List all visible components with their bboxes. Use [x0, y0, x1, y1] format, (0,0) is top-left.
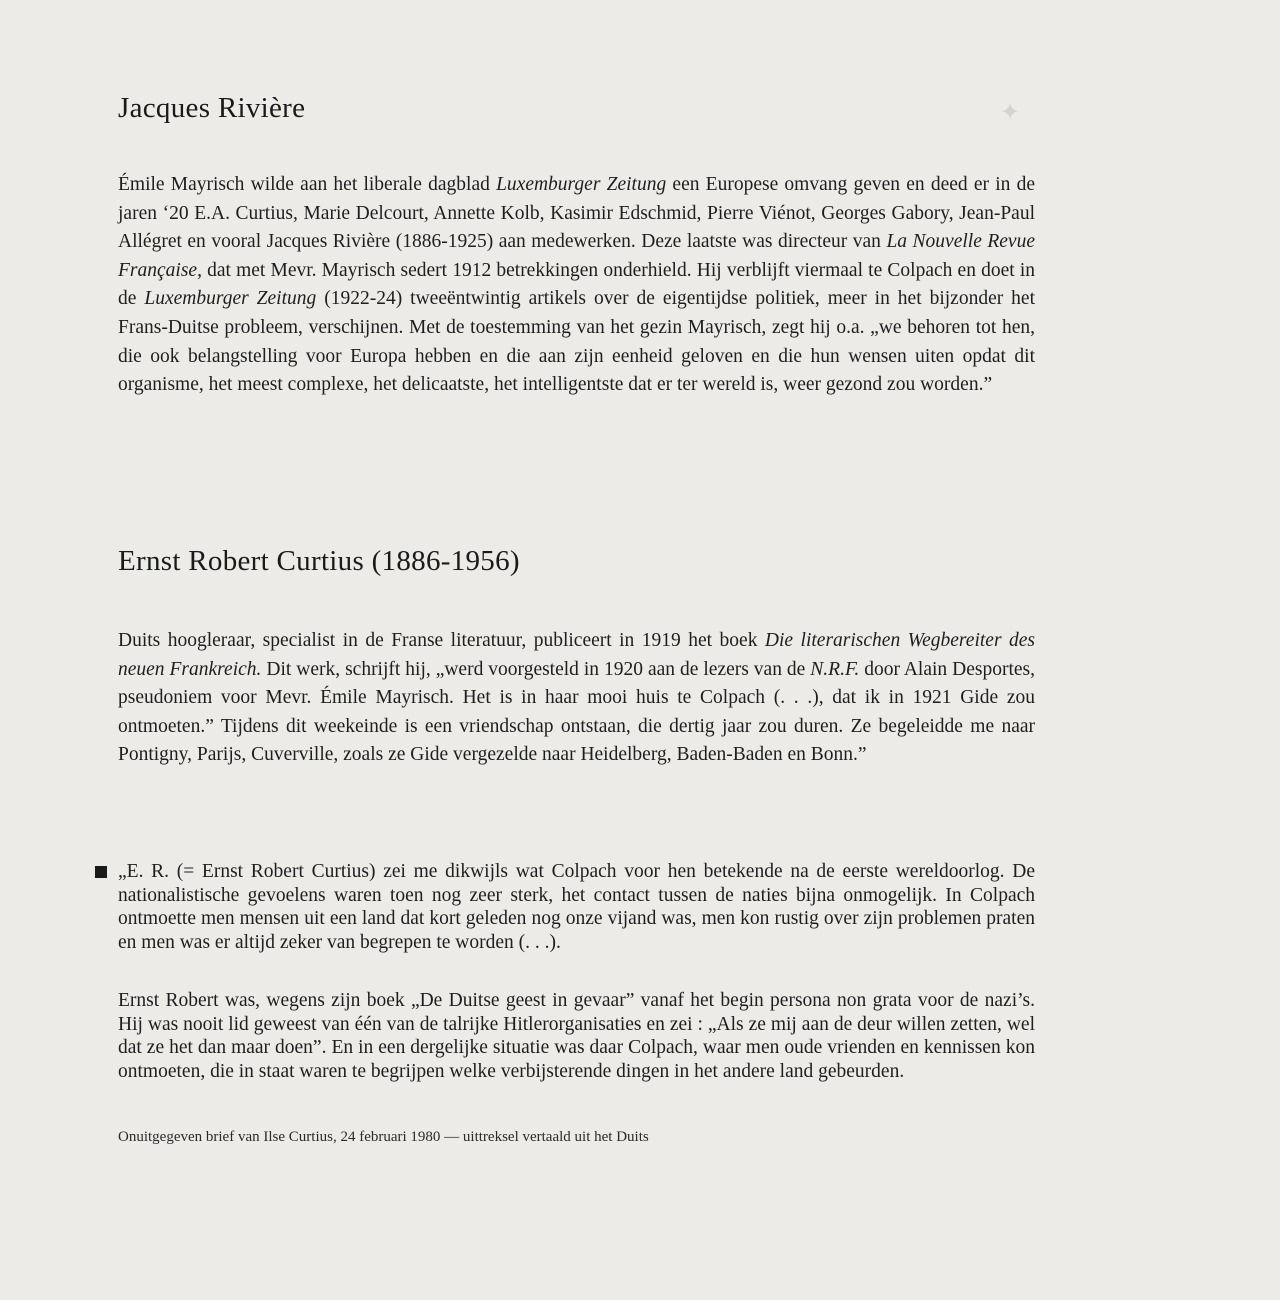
quote-paragraph-2: Ernst Robert was, wegens zijn boek „De Duitse geest in gevaar” vanaf het begin persona non grata voor de nazi’s. Hij was nooit lid geweest van één van de talrijke Hitlerorganisaties en zei : „Als ze mij aan de deur willen zetten, wel dat ze het dan maar doen”. En in een dergelijke situatie was daar Colpach, waar men oude vrienden en kennissen kon ontmoeten, die in staat waren te begrijpen welke verbijsterende dingen in het andere land gebeurden. — [118, 990, 1035, 1082]
show-through-text: ✦ — [1000, 100, 1021, 126]
paragraph-text: Émile Mayrisch wilde aan het liberale dagblad — [118, 174, 497, 195]
square-bullet-icon — [95, 866, 107, 878]
paragraph-text: (1922-24) tweeëntwintig artikels over de eigentijdse politiek, meer in het bijzonder het Frans-Duitse probleem, verschijnen. Met de toestemming van het gezin Mayrisch, zegt hij o.a. „we behoren tot hen, die ook belangstelling voor Europa hebben en die aan zijn eenheid geloven en die hun wensen uiten opdat dit organisme, het meest complexe, het delicaatste, het intelligentste dat er ter wereld is, weer gezond zou worden.” — [118, 288, 1036, 396]
italic-title-text: Die literarischen Wegbereiter des neuen Frankreich. — [118, 630, 1035, 680]
section-paragraph-riviere — [118, 171, 1035, 400]
section-title-jacques-riviere: Jacques Rivière — [118, 92, 306, 124]
italic-title-text: Luxemburger Zeitung — [496, 174, 667, 195]
paragraph-text: Dit werk, schrijft hij, „werd voorgesteld in 1920 aan de lezers van de — [261, 658, 811, 680]
italic-title-text: N.R.F. — [810, 658, 860, 680]
paragraph-text: dat met Mevr. Mayrisch sedert 1912 betrekkingen onderhield. Hij verblijft viermaal te Colpach en doet in de — [118, 259, 1035, 310]
section-title-ernst-robert-curtius: Ernst Robert Curtius (1886-1956) — [118, 545, 520, 577]
italic-title-text: La Nouvelle Revue Française, — [118, 231, 1035, 281]
quote-paragraph-1: „E. R. (= Ernst Robert Curtius) zei me dikwijls wat Colpach voor hen betekende na de eerste wereldoorlog. De nationalistische gevoelens waren toen nog zeer sterk, het contact tussen de naties bijna onmogelijk. In Colpach ontmoette men mensen uit een land dat kort geleden nog onze vijand was, men kon rustig over zijn problemen praten en men was er altijd zeker van begrepen te worden (. . .). — [118, 861, 1035, 953]
paragraph-text: door Alain Desportes, pseudoniem voor Mevr. Émile Mayrisch. Het is in haar mooi huis te Colpach (. . .), dat ik in 1921 Gide zou ontmoeten.” Tijdens dit weekeinde is een vriendschap ontstaan, die dertig jaar zou duren. Ze begeleidde me naar Pontigny, Parijs, Cuverville, zoals ze Gide vergezelde naar Heidelberg, Baden-Baden en Bonn.” — [118, 658, 1035, 766]
paragraph-text: een Europese omvang geven en deed er in de jaren ‘20 E.A. Curtius, Marie Delcourt, Annette Kolb, Kasimir Edschmid, Pierre Viénot, Georges Gabory, Jean-Paul Allégret en vooral Jacques Rivière (1886-1925) aan medewerken. Deze laatste was directeur van — [118, 174, 1035, 253]
section-paragraph-curtius — [118, 627, 1035, 770]
quote-source-caption: Onuitgegeven brief van Ilse Curtius, 24 februari 1980 — uittreksel vertaald uit het Duits — [118, 1129, 649, 1145]
paragraph-text: Duits hoogleraar, specialist in de Franse literatuur, publiceert in 1919 het boek — [118, 630, 765, 651]
italic-title-text: Luxemburger Zeitung — [144, 288, 317, 310]
